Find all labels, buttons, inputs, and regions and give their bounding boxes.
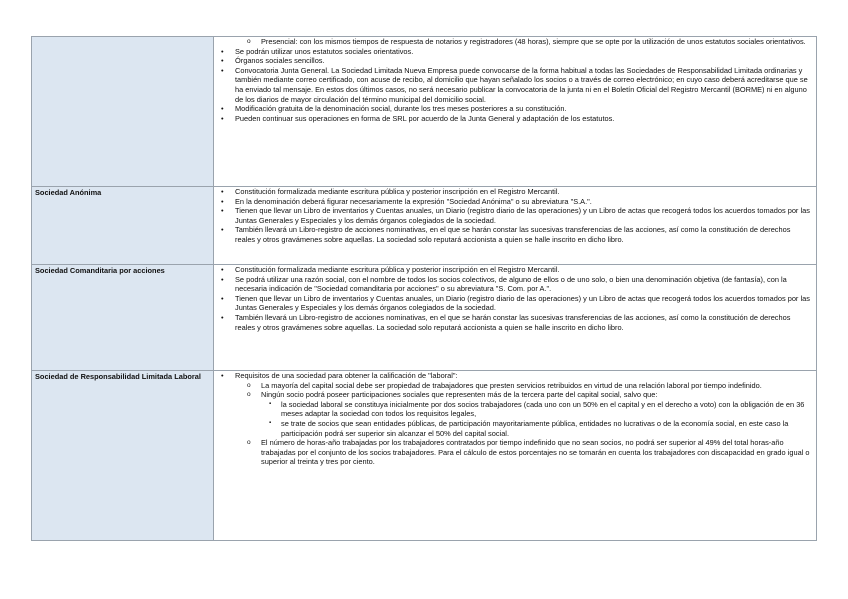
list-item: • Constitución formalizada mediante escritura pública y posterior inscripción en el Registro Mercantil. [217, 187, 812, 197]
row-label: Sociedad Comanditaria por acciones [32, 265, 214, 371]
list-item: o Ningún socio podrá poseer participaciones sociales que representen más de la tercera parte del capital social, salvo que: [217, 390, 812, 400]
list-item: • Órganos sociales sencillos. [217, 56, 812, 66]
row-label: Sociedad Anónima [32, 187, 214, 265]
table-row [32, 371, 817, 541]
list-item: ▪ la sociedad laboral se constituya inicialmente por dos socios trabajadores (cada uno con un 50% en el capital y en el derecho a voto) con la obligación de en 36 meses adaptar la sociedad con todos los requisitos legales, [217, 400, 812, 419]
list-item: • Se podrá utilizar una razón social, con el nombre de todos los socios colectivos, de alguno de ellos o de uno solo, o bien una denominación objetiva (de fantasía), con la necesaria indicación de "Sociedad comanditaria por acciones" o su abreviatura "S. Com. por A.". [217, 275, 812, 294]
list-item: • Modificación gratuita de la denominación social, durante los tres meses posteriores a su constitución. [217, 104, 812, 114]
list-item: • También llevará un Libro-registro de acciones nominativas, en el que se harán constar las sucesivas transferencias de las acciones, así como la constitución de derechos reales y otros gravámenes sobre aquellas. La sociedad solo reputará accionista a quien se halle inscrito en dicho libro. [217, 313, 812, 332]
row-label [32, 37, 214, 187]
list-item: • Tienen que llevar un Libro de inventarios y Cuentas anuales, un Diario (registro diario de las operaciones) y un Libro de actas que recogerá todos los acuerdos tomados por las Juntas Generales y Especiales y los demás órganos colegiados de la sociedad. [217, 294, 812, 313]
list-item: o La mayoría del capital social debe ser propiedad de trabajadores que presten servicios retribuidos en virtud de una relación laboral por tiempo indefinido. [217, 381, 812, 391]
list-item: o Presencial: con los mismos tiempos de respuesta de notarios y registradores (48 horas), siempre que se opte por la utilización de unos estatutos sociales orientativos. [217, 37, 812, 47]
list-item: o El número de horas-año trabajadas por los trabajadores contratados por tiempo indefinido que no sean socios, no podrá ser superior al 49% del total horas-año trabajadas por el conjunto de los socios trabajadores. Para el cálculo de estos porcentajes no se tomarán en cuenta los trabajadores con discapacidad en grado igual o superior al treinta y tres por ciento. [217, 438, 812, 467]
table-row [32, 187, 817, 265]
list-item: ▪ se trate de socios que sean entidades públicas, de participación mayoritariamente pública, entidades no lucrativas o de la economía social, en este caso la participación podrá ser superior sin alcanzar el 50% del capital social. [217, 419, 812, 438]
list-item: • En la denominación deberá figurar necesariamente la expresión "Sociedad Anónima" o su abreviatura "S.A.". [217, 197, 812, 207]
company-types-table [31, 36, 817, 541]
row-content [214, 37, 817, 187]
row-content [214, 187, 817, 265]
row-label: Sociedad de Responsabilidad Limitada Laboral [32, 371, 214, 541]
list-item: • Requisitos de una sociedad para obtener la calificación de "laboral": [217, 371, 812, 381]
list-item: • Constitución formalizada mediante escritura pública y posterior inscripción en el Registro Mercantil. [217, 265, 812, 275]
table-row [32, 265, 817, 371]
table-row [32, 37, 817, 187]
row-content [214, 265, 817, 371]
list-item: • Convocatoria Junta General. La Sociedad Limitada Nueva Empresa puede convocarse de la forma habitual a todas las Sociedades de Responsabilidad Limitada ordinarias y también mediante correo certificado, con acuse de recibo, al domicilio que hayan señalado los socios o a través de correo electrónico; en cuyo caso deberá acreditarse que se ha enviado tal mensaje. En estos dos últimos casos, no será necesario publicar la convocatoria de la junta ni en el Boletín Oficial del Registro Mercantil (BORME) ni en alguno de los diarios de mayor circulación del término municipal del domicilio social. [217, 66, 812, 104]
list-item: • También llevará un Libro-registro de acciones nominativas, en el que se harán constar las sucesivas transferencias de las acciones, así como la constitución de derechos reales y otros gravámenes sobre aquellas. La sociedad solo reputará accionista a quien se halle inscrito en dicho libro. [217, 225, 812, 244]
row-content [214, 371, 817, 541]
list-item: • Tienen que llevar un Libro de inventarios y Cuentas anuales, un Diario (registro diario de las operaciones) y un Libro de actas que recogerá todos los acuerdos tomados por las Juntas Generales y Especiales y los demás órganos colegiados de la sociedad. [217, 206, 812, 225]
list-item: • Se podrán utilizar unos estatutos sociales orientativos. [217, 47, 812, 57]
list-item: • Pueden continuar sus operaciones en forma de SRL por acuerdo de la Junta General y adaptación de los estatutos. [217, 114, 812, 124]
